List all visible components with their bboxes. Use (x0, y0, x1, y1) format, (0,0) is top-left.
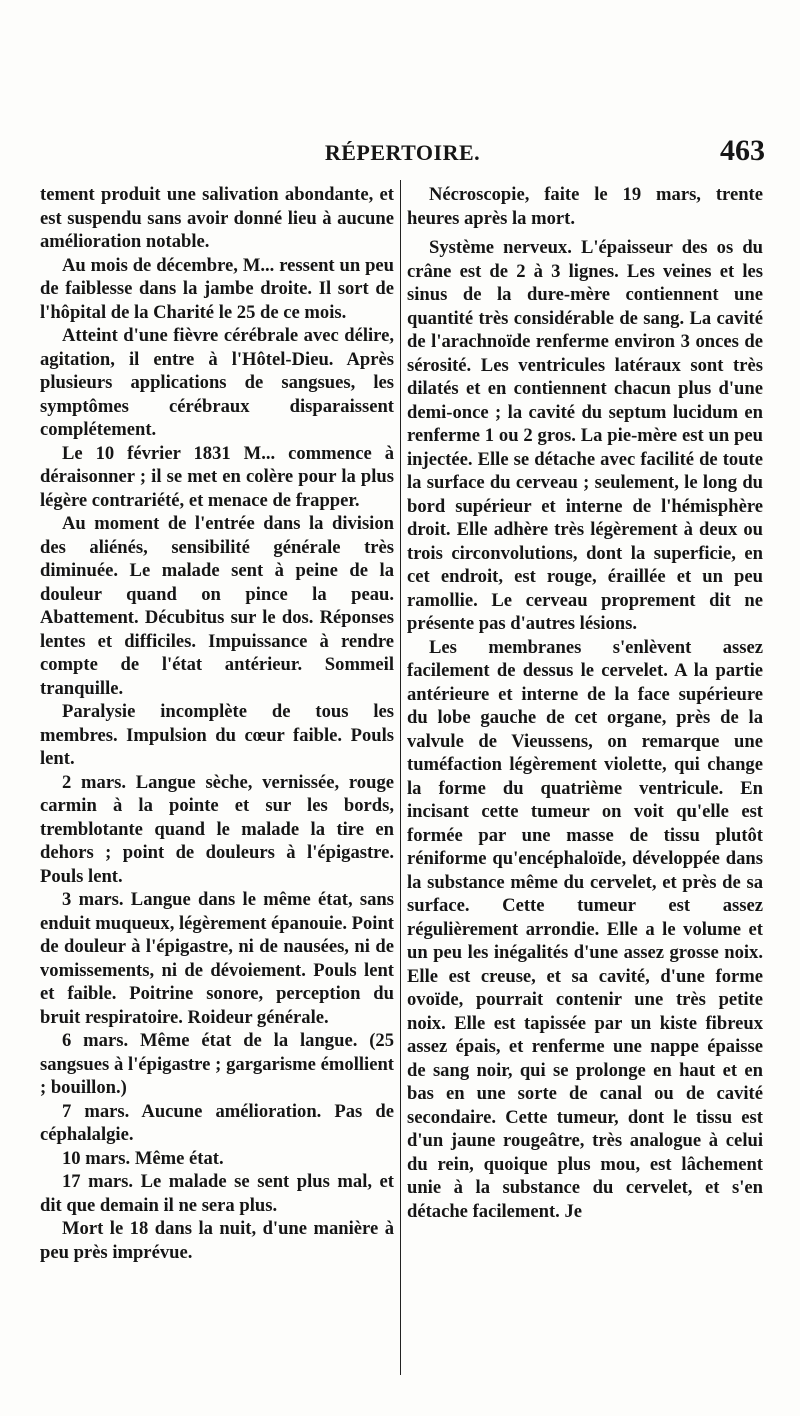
paragraph: 7 mars. Aucune amélioration. Pas de céphalalgie. (40, 1100, 394, 1145)
paragraph: Mort le 18 dans la nuit, d'une manière à peu près imprévue. (40, 1218, 394, 1263)
paragraph: tement produit une salivation abondante, et est suspendu sans avoir donné lieu à aucune amélioration notable. (40, 184, 394, 252)
left-column (40, 183, 394, 1264)
paragraph: Le 10 février 1831 M... commence à déraisonner ; il se met en colère pour la plus légère contrariété, et menace de frapper. (40, 442, 394, 511)
paragraph: Au mois de décembre, M... ressent un peu de faiblesse dans la jambe droite. Il sort de l'hôpital de la Charité le 25 de ce mois. (40, 254, 394, 323)
right-column (407, 183, 763, 1223)
page-number: 463 (720, 134, 765, 167)
paragraph: Paralysie incomplète de tous les membres. Impulsion du cœur faible. Pouls lent. (40, 701, 394, 769)
paragraph: Les membranes s'enlèvent assez facilement de dessus le cervelet. A la partie antérieure et interne de la face supérieure du lobe gauche de cet organe, près de la valvule de Vieussens, on remarque une tuméfaction légèrement violette, qui change la forme du quatrième ventricule. En incisant cette tumeur on voit qu'elle est formée par une masse de tissu plutôt réniforme qu'encéphaloïde, développée dans la substance même du cervelet, et près de sa surface. Cette tumeur est assez régulièrement arrondie. Elle a le volume et un peu les inégalités d'une assez grosse noix. Elle est creuse, et sa cavité, d'une forme ovoïde, pourrait contenir une très petite noix. Elle est tapissée par un kiste fibreux assez épais, et renferme une nappe épaisse de sang noir, qui se prolonge en haut et en bas en une sorte de canal ou de cavité secondaire. Cette tumeur, dont le tissu est d'un jaune rougeâtre, très analogue à celui du rein, quoique plus mou, est lâchement unie à la substance du cervelet, et s'en détache facilement. Je (407, 636, 763, 1222)
paragraph: Atteint d'une fièvre cérébrale avec délire, agitation, il entre à l'Hôtel-Dieu. Après plusieurs applications de sangsues, les symptômes cérébraux disparaissent complétement. (40, 325, 394, 440)
paragraph: 6 mars. Même état de la langue. (25 sangsues à l'épigastre ; gargarisme émollient ; bouillon.) (40, 1030, 394, 1098)
paragraph: Nécroscopie, faite le 19 mars, trente heures après la mort. (407, 184, 763, 229)
paragraph: 10 mars. Même état. (62, 1147, 224, 1169)
paragraph: 2 mars. Langue sèche, vernissée, rouge carmin à la pointe et sur les bords, tremblotante quand le malade la tire en dehors ; point de douleurs à l'épigastre. Pouls lent. (40, 771, 394, 887)
paragraph: Système nerveux. L'épaisseur des os du crâne est de 2 à 3 lignes. Les veines et les sinus de la dure-mère contiennent une quantité très considérable de sang. La cavité de l'arachnoïde renferme environ 3 onces de sérosité. Les ventricules latéraux sont très dilatés et en contiennent chacun plus d'une demi-once ; la cavité du septum lucidum en renferme 1 ou 2 gros. La pie-mère est un peu injectée. Elle se détache avec facilité de toute la surface du cerveau ; seulement, le long du bord supérieur et interne de l'hémisphère droit. Elle adhère très légèrement à deux ou trois circonvolutions, dont la superficie, en cet endroit, est rouge, éraillée et un peu ramollie. Le cerveau proprement dit ne présente pas d'autres lésions. (407, 237, 763, 634)
paragraph: 17 mars. Le malade se sent plus mal, et dit que demain il ne sera plus. (40, 1171, 394, 1216)
running-head: RÉPERTOIRE. (324, 140, 481, 165)
paragraph: 3 mars. Langue dans le même état, sans enduit muqueux, légèrement épanouie. Point de douleur à l'épigastre, ni de nausées, ni de vomissements, ni de dévoiement. Pouls lent et faible. Poitrine sonore, perception du bruit respiratoire. Roideur générale. (40, 889, 394, 1028)
column-divider (400, 180, 401, 1375)
page-header (40, 134, 765, 174)
paragraph: Au moment de l'entrée dans la division des aliénés, sensibilité générale très diminuée. Le malade sent à peine de la douleur quand on pince la peau. Abattement. Décubitus sur le dos. Réponses lentes et difficiles. Impuissance à rendre compte de l'état antérieur. Sommeil tranquille. (40, 513, 394, 699)
